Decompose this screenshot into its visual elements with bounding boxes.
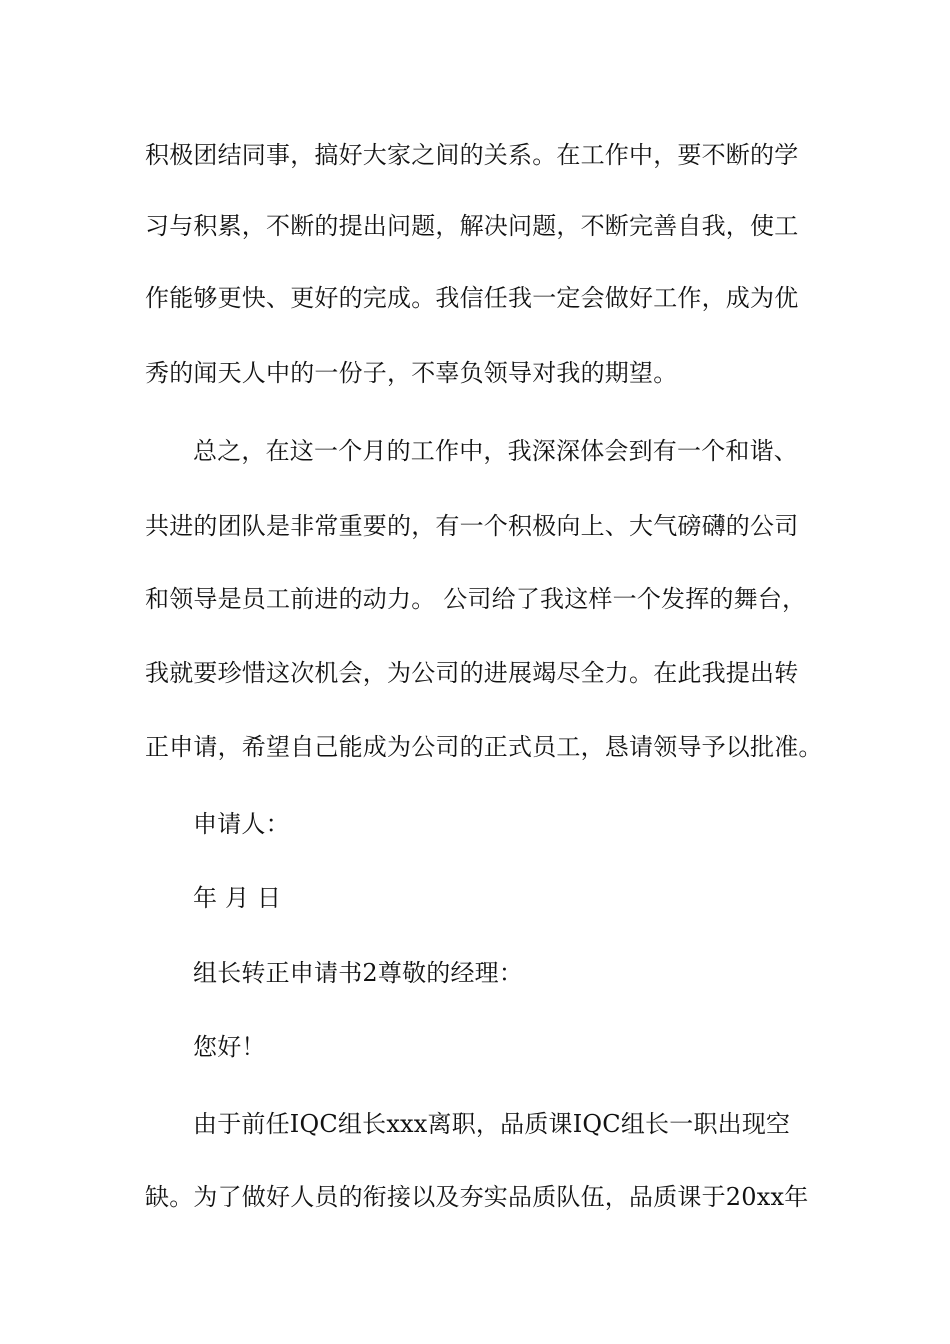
salutation-line: 组长转正申请书2尊敬的经理： — [193, 959, 524, 987]
paragraph-line-9: 正申请，希望自己能成为公司的正式员工，恳请领导予以批准。 — [145, 733, 823, 761]
greeting-line: 您好！ — [193, 1033, 266, 1061]
applicant-label: 申请人： — [193, 810, 290, 838]
paragraph-line-7: 和领导是员工前进的动力。 公司给了我这样一个发挥的舞台， — [145, 585, 807, 613]
body-line-2: 缺。为了做好人员的衔接以及夯实品质队伍，品质课于20xx年 — [145, 1183, 809, 1211]
paragraph-line-8: 我就要珍惜这次机会，为公司的进展竭尽全力。在此我提出转 — [145, 659, 799, 687]
paragraph-line-2: 习与积累，不断的提出问题，解决问题，不断完善自我，使工 — [145, 212, 799, 240]
paragraph-line-3: 作能够更快、更好的完成。我信任我一定会做好工作，成为优 — [145, 284, 799, 312]
date-line: 年 月 日 — [193, 884, 282, 912]
body-line-1: 由于前任IQC组长xxx离职，品质课IQC组长一职出现空 — [193, 1110, 791, 1138]
paragraph-line-1: 积极团结同事，搞好大家之间的关系。在工作中，要不断的学 — [145, 141, 799, 169]
paragraph-line-5: 总之，在这一个月的工作中，我深深体会到有一个和谐、 — [193, 437, 798, 465]
paragraph-line-6: 共进的团队是非常重要的，有一个积极向上、大气磅礴的公司 — [145, 512, 799, 540]
paragraph-line-4: 秀的闻天人中的一份子，不辜负领导对我的期望。 — [145, 359, 678, 387]
